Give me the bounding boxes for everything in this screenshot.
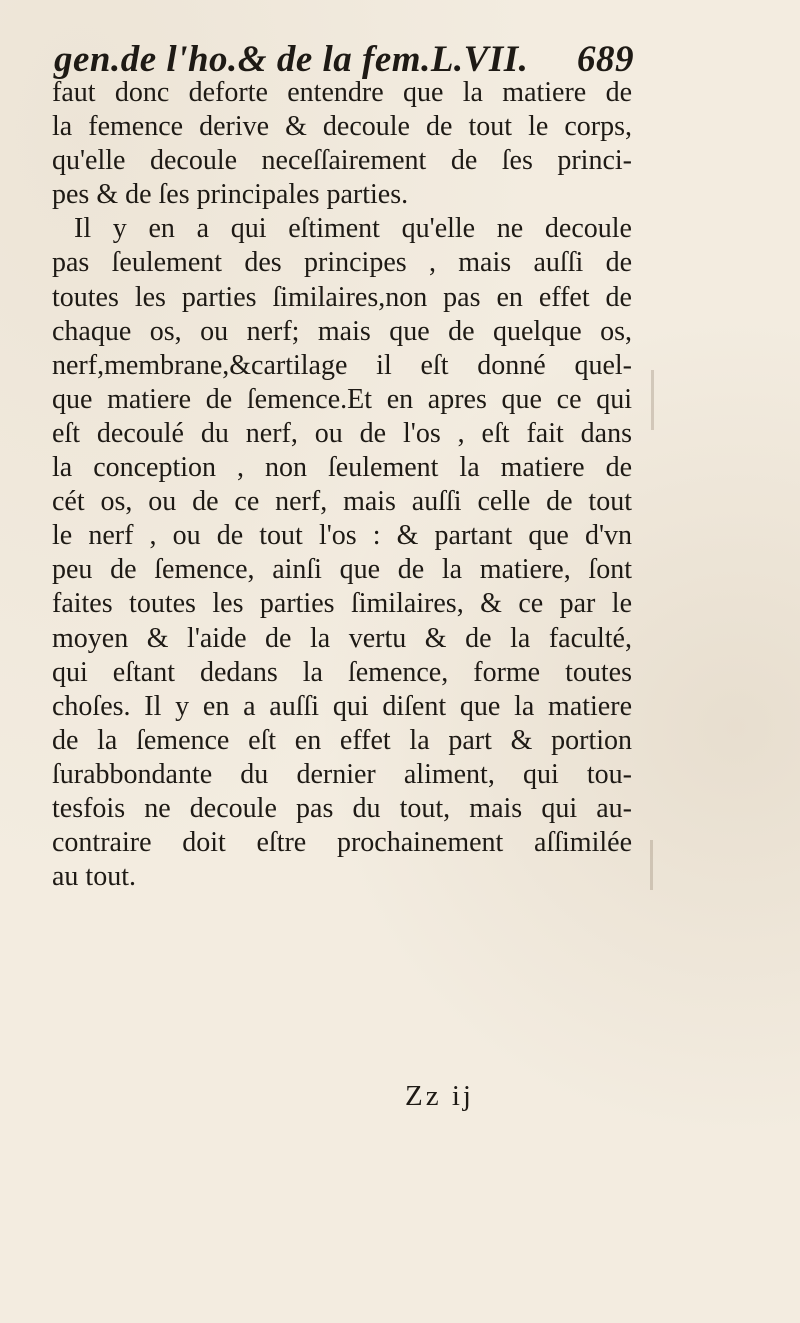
text-line: ſurabbondante du dernier aliment, qui tou- — [52, 758, 632, 790]
text-line: que matiere de ſemence.Et en apres que ce qui — [52, 383, 632, 415]
text-line: peu de ſemence, ainſi que de la matiere, ſont — [52, 554, 632, 586]
text-line: pes & de ſes principales parties. — [52, 179, 409, 211]
text-line: pas ſeulement des principes , mais auſſi de — [52, 247, 632, 279]
text-line: faites toutes les parties ſimilaires, & ce par le — [52, 588, 632, 620]
text-line: eſt decoulé du nerf, ou de l'os , eſt fait dans — [52, 417, 632, 449]
text-line: au tout. — [52, 861, 136, 893]
text-line: contraire doit eſtre prochainement aſſimilée — [52, 827, 632, 859]
text-line: choſes. Il y en a auſſi qui diſent que la matiere — [52, 690, 632, 722]
body-text — [52, 76, 632, 894]
text-line: qui eſtant dedans la ſemence, forme toutes — [52, 656, 632, 688]
text-line: nerf,membrane,&cartilage il eſt donné quel- — [52, 349, 632, 381]
text-line: toutes les parties ſimilaires,non pas en effet de — [52, 281, 632, 313]
page-number: 689 — [577, 39, 634, 80]
text-line: la femence derive & decoule de tout le corps, — [52, 111, 632, 143]
margin-stain — [650, 840, 653, 890]
text-line: tesfois ne decoule pas du tout, mais qui au- — [52, 792, 632, 824]
text-line: cét os, ou de ce nerf, mais auſſi celle de tout — [52, 486, 632, 518]
running-head-title: gen.de l'ho.& de la fem.L.VII. — [54, 39, 529, 80]
text-line: de la ſemence eſt en effet la part & portion — [52, 724, 632, 756]
signature-mark: Zz ij — [405, 1080, 474, 1112]
text-line: Il y en a qui eſtiment qu'elle ne decoule — [74, 213, 632, 245]
text-line: faut donc deforte entendre que la matiere de — [52, 77, 632, 108]
text-line: le nerf , ou de tout l'os : & partant que d'vn — [52, 520, 632, 552]
text-line: moyen & l'aide de la vertu & de la faculté, — [52, 622, 632, 654]
text-line: la conception , non ſeulement la matiere de — [52, 452, 632, 484]
text-line: chaque os, ou nerf; mais que de quelque os, — [52, 315, 632, 347]
margin-stain — [651, 370, 654, 430]
text-line: qu'elle decoule neceſſairement de ſes princi- — [52, 145, 632, 177]
